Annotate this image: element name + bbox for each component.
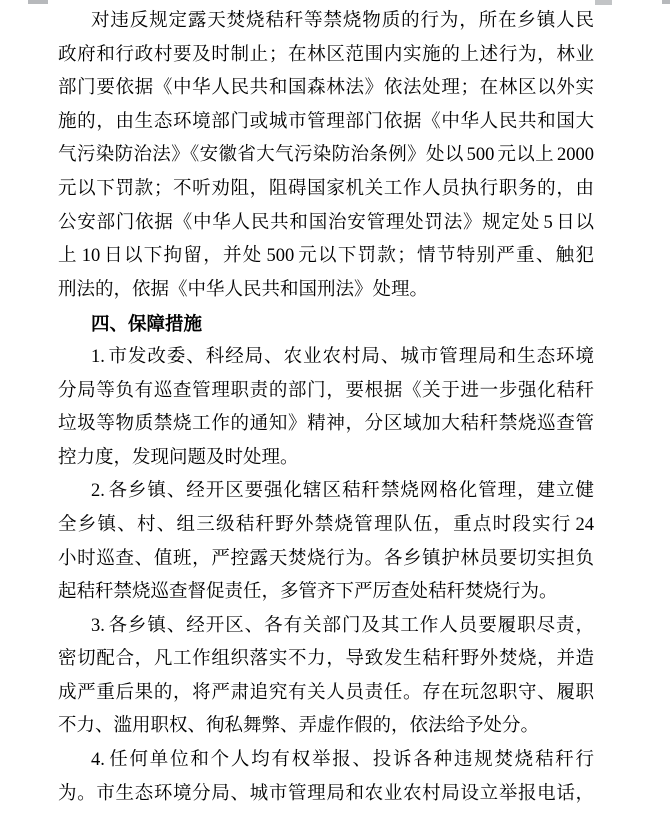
text-line: 部门要依据《中华人民共和国森林法》依法处理；在林区以外实 (58, 78, 594, 99)
text-line: 4. 任何单位和个人均有权举报、投诉各种违规焚烧秸秆行 (91, 750, 594, 771)
text-line: 起秸秆禁烧巡查督促责任，多管齐下严厉查处秸秆焚烧行为。 (58, 582, 558, 603)
text-line: 为。市生态环境分局、城市管理局和农业农村局设立举报电话， (58, 783, 594, 804)
text-line: 施的，由生态环境部门或城市管理部门依据《中华人民共和国大 (58, 111, 594, 132)
text-line: 2. 各乡镇、经开区要强化辖区秸秆禁烧网格化管理，建立健 (91, 481, 594, 502)
text-line: 成严重后果的，将严肃追究有关人员责任。存在玩忽职守、履职 (58, 682, 594, 703)
document-text (58, 5, 594, 811)
text-line: 小时巡查、值班，严控露天焚烧行为。各乡镇护林员要切实担负 (58, 548, 594, 569)
text-line: 分局等负有巡查管理职责的部门，要根据《关于进一步强化秸秆 (58, 380, 594, 401)
text-line: 对违反规定露天焚烧秸秆等禁烧物质的行为，所在乡镇人民 (91, 11, 594, 31)
text-line: 政府和行政村要及时制止；在林区范围内实施的上述行为，林业 (58, 44, 594, 65)
section-heading: 四、保障措施 (91, 313, 203, 335)
text-line: 元以下罚款；不听劝阻，阻碍国家机关工作人员执行职务的，由 (58, 178, 594, 199)
top-edge-ui-artifact (28, 0, 48, 4)
text-line: 刑法的，依据《中华人民共和国刑法》处理。 (58, 279, 429, 300)
text-line: 全乡镇、村、组三级秸秆野外禁烧管理队伍，重点时段实行 24 (58, 514, 594, 535)
top-edge-ui-artifact (595, 0, 612, 5)
text-line: 密切配合，凡工作组织落实不力，导致发生秸秆野外焚烧，并造 (58, 649, 594, 670)
text-line: 上 10 日以下拘留，并处 500 元以下罚款；情节特别严重、触犯 (58, 246, 594, 267)
text-line: 不力、滥用职权、徇私舞弊、弄虚作假的，依法给予处分。 (58, 716, 540, 737)
text-line: 控力度，发现问题及时处理。 (58, 447, 299, 468)
text-line: 3. 各乡镇、经开区、各有关部门及其工作人员要履职尽责， (91, 615, 594, 636)
text-line: 垃圾等物质禁烧工作的通知》精神，分区域加大秸秆禁烧巡查管 (58, 414, 594, 435)
text-line: 气污染防治法》《安徽省大气污染防治条例》处以 500 元以上 2000 (58, 145, 594, 166)
text-line: 公安部门依据《中华人民共和国治安管理处罚法》规定处 5 日以 (58, 212, 594, 233)
top-edge-ui-artifact (662, 0, 670, 4)
text-line: 1. 市发改委、科经局、农业农村局、城市管理局和生态环境 (91, 346, 594, 367)
